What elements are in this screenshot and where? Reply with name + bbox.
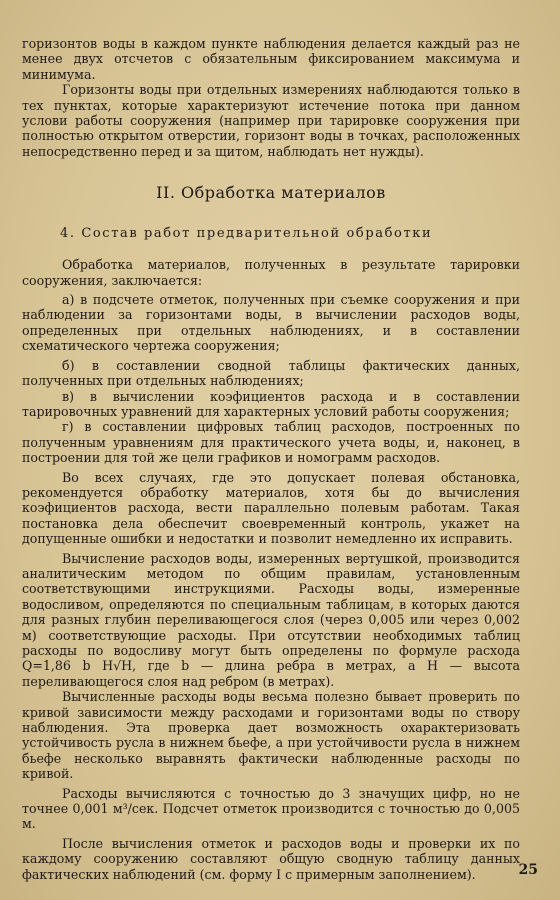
paragraph-discharge-calc: Вычисление расходов воды, измеренных вертушкой, производится аналитическим методом по общим правилам, установленным соответствующими инструкциями. Расходы воды, измеренные водосливом, определяются по специальным таблицам, в которых даются для разных глубин переливающегося слоя (через 0,005 или через 0,002 м) соответствующие расходы. При отсутствии необходимых таблиц расходы по водосливу могут быть определены по формуле расхода Q=1,86 b H√H, где b — длина ребра в метрах, а H — высота переливающегося слоя над ребром (в метрах). [22, 550, 520, 689]
paragraph-summary-table: После вычисления отметок и расходов воды и проверки их по каждому сооружению составляют общую сводную таблицу данных фактических наблюдений (см. форму I с примерным заполнением). [22, 835, 520, 882]
paragraph-item-g: г) в составлении цифровых таблиц расходов, построенных по полученным уравнениям для практического учета воды, и, наконец, в построении для той же цели графиков и номограмм расходов. [22, 419, 520, 466]
paragraph-item-v: в) в вычислении коэфициентов расхода и в составлении тарировочных уравнений для характерных условий работы сооружения; [22, 388, 520, 419]
section-title: II. Обработка материалов [156, 183, 386, 203]
paragraph-field-conditions: Во всех случаях, где это допускает полевая обстановка, рекомендуется обработку материалов, хотя бы до вычисления коэфициентов расхода, вести параллельно полевым работам. Такая постановка дела обеспечит своевременный контроль, укажет на допущенные ошибки и недостатки и позволит немедленно их исправить. [22, 469, 520, 547]
paragraph-precision: Расходы вычисляются с точностью до 3 значущих цифр, но не точнее 0,001 м³/сек. Подсчет отметок производится с точностью до 0,005 м. [22, 785, 520, 832]
subsection-title: 4. Состав работ предварительной обработки [60, 226, 433, 242]
page-number: 25 [518, 862, 538, 878]
paragraph-top-2: Горизонты воды при отдельных измерениях наблюдаются только в тех пунктах, которые характеризуют истечение потока при данном услови работы сооружения (например при тарировке сооружения при полностью открытом отверстии, горизонт воды в точках, расположенных непосредственно перед и за щитом, наблюдать нет нужды). [22, 82, 520, 159]
paragraph-discharge-check: Вычисленные расходы воды весьма полезно бывает проверить по кривой зависимости между расходами и горизонтами воды по створу наблюдения. Эта проверка дает возможность охарактеризовать устойчивость русла в нижнем бьефе, а при устойчивости русла в нижнем бьефе несколько выравнять фактически наблюденные расходы по кривой. [22, 689, 520, 782]
paragraph-intro: Обработка материалов, полученных в результате тарировки сооружения, заключается: [22, 257, 520, 288]
paragraph-item-a: а) в подсчете отметок, полученных при съемке сооружения и при наблюдении за горизонтами воды, в вычислении расходов воды, определенных при отдельных наблюдениях, и в составлении схематического чертежа сооружения; [22, 292, 520, 354]
paragraph-item-b: б) в составлении сводной таблицы фактических данных, полученных при отдельных наблюдениях; [22, 357, 520, 389]
paragraph-top-1: горизонтов воды в каждом пункте наблюдения делается каждый раз не менее двух отсчетов с обязательным фиксированием максимума и минимума. [22, 36, 520, 82]
